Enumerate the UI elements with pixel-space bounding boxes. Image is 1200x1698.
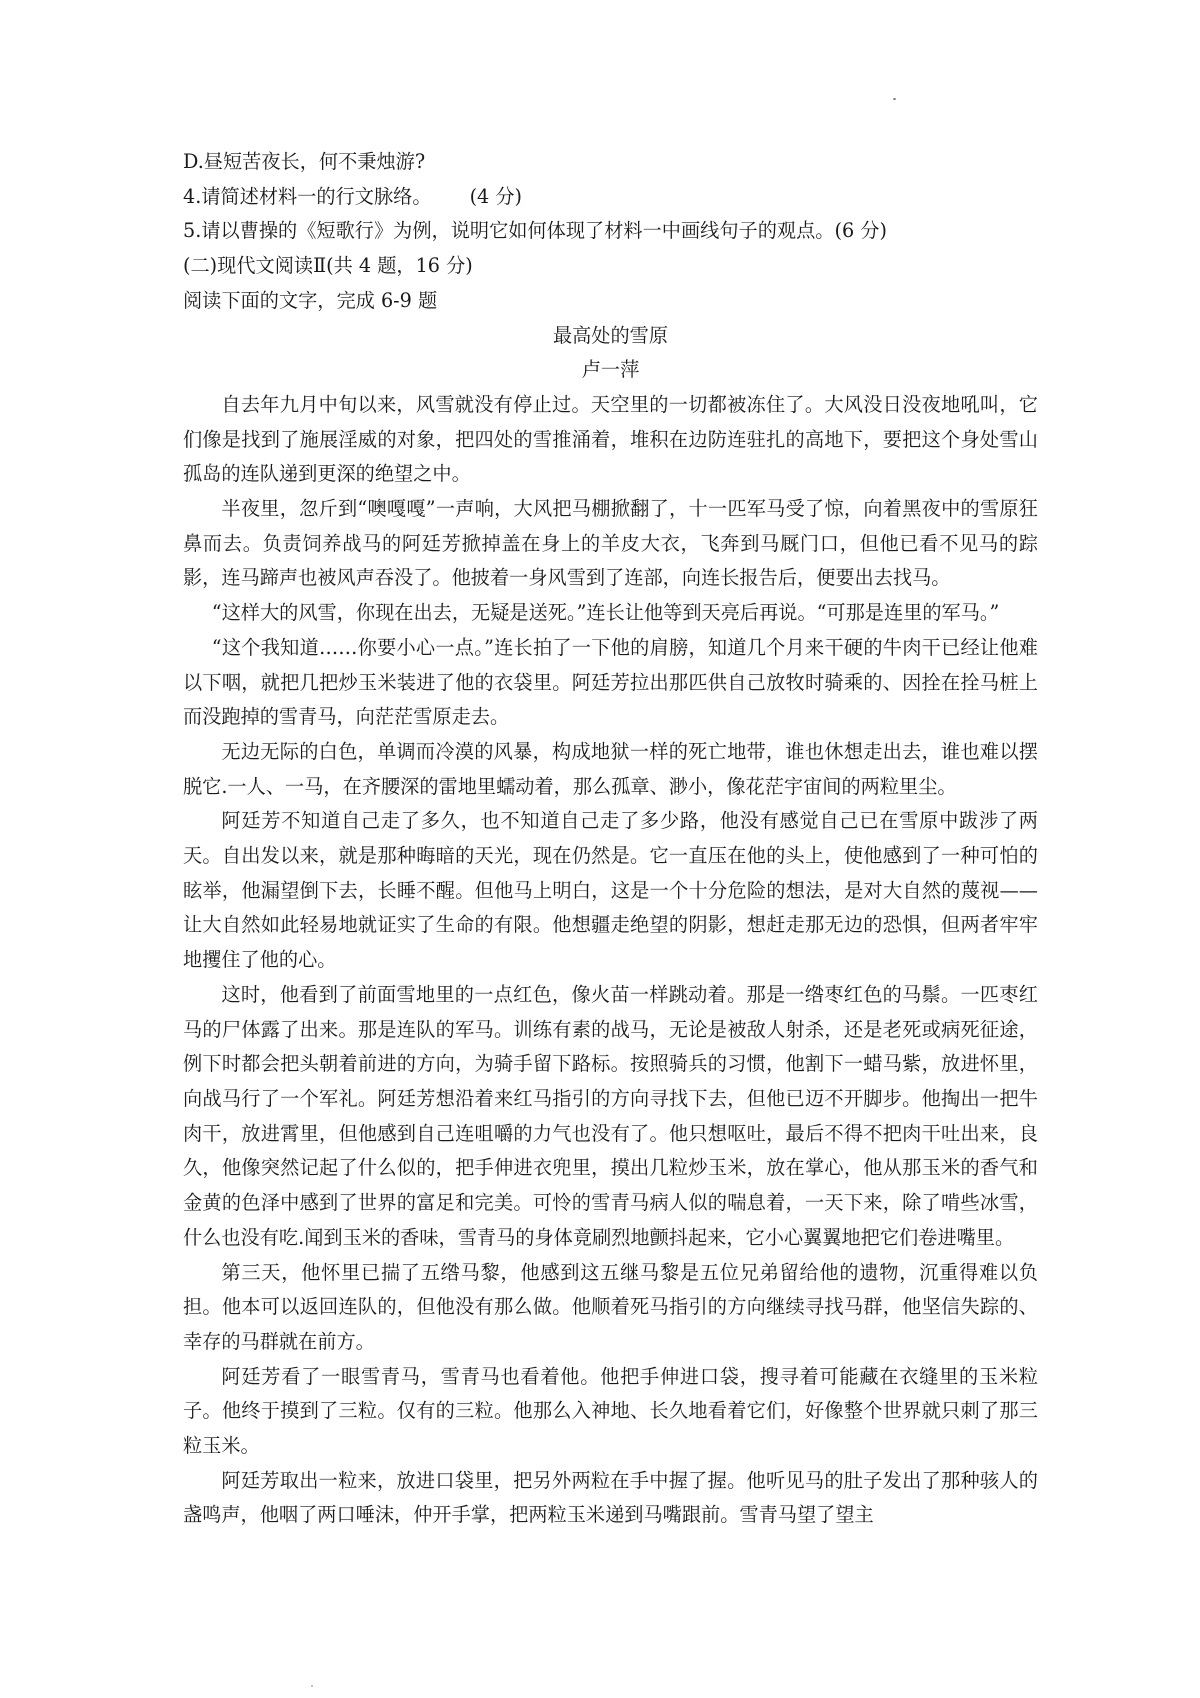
article-paragraph: 阿廷芳取出一粒来，放进口袋里，把另外两粒在手中握了握。他听见马的肚子发出了那种骇人的盏鸣声，他咽了两口唾沫，仲开手掌，把两粒玉米递到马嘴跟前。雪青马望了望主: [183, 1468, 1038, 1527]
scan-speck: [893, 98, 896, 100]
article-title: 最高处的雪原: [552, 323, 669, 347]
article-paragraph: 自去年九月中旬以来，风雪就没有停止过。天空里的一切都被冻住了。大风没日没夜地吼叫，它们像是找到了施展淫威的对象，把四处的雪推涌着，堆积在边防连驻扎的高地下，要把这个身处雪山孤岛的连队递到更深的绝望之中。: [183, 392, 1038, 486]
section-heading: (二)现代文阅读Ⅱ(共 4 题，16 分): [183, 254, 473, 278]
reading-instruction: 阅读下面的文字，完成 6-9 题: [183, 288, 438, 312]
question-5: 5.请以曹操的《短歌行》为例，说明它如何体现了材料一中画线句子的观点。(6 分): [183, 219, 887, 243]
article-paragraph: 阿廷芳不知道自己走了多久，也不知道自己走了多少路，他没有感觉自己已在雪原中跋涉了两天。自出发以来，就是那种晦暗的天光，现在仍然是。它一直压在他的头上，使他感到了一种可怕的眩举，他漏望倒下去，长睡不醒。但他马上明白，这是一个十分危险的想法，是对大自然的蔑视——让大自然如此轻易地就证实了生命的有限。他想疆走绝望的阴影，想赶走那无边的恐惧，但两者牢牢地攫住了他的心。: [183, 809, 1038, 972]
article-paragraph: 无边无际的白色，单调而冷漠的风暴，构成地狱一样的死亡地带，谁也休想走出去，谁也难以摆脱它.一人、一马，在齐腰深的雷地里蠕动着，那么孤章、渺小，像花茫宇宙间的两粒里尘。: [183, 739, 1038, 798]
scan-speck: [311, 1685, 313, 1687]
page-content: [183, 145, 1038, 1533]
article-paragraph: 阿廷芳看了一眼雪青马，雪青马也看着他。他把手伸进口袋，搜寻着可能藏在衣缝里的玉米粒子。他终于摸到了三粒。仅有的三粒。他那么入神地、长久地看着它们，好像整个世界就只刺了那三粒玉米。: [183, 1364, 1038, 1458]
question-4-text: 4.请简述材料一的行文脉络。: [183, 184, 432, 208]
option-d: D.昼短苦夜长，何不秉烛游?: [183, 150, 426, 173]
article-paragraph: 半夜里，忽斤到“噢嘎嘎”一声响，大风把马棚掀翻了，十一匹军马受了惊，向着黑夜中的雪原狂鼻而去。负责饲养战马的阿廷芳掀掉盖在身上的羊皮大衣，飞奔到马厩门口，但他已看不见马的踪影，连马蹄声也被风声吞没了。他披着一身风雪到了连部，向连长报告后，便要出去找马。: [183, 497, 1038, 590]
article-paragraph: 第三天，他怀里已揣了五绺马黎，他感到这五继马黎是五位兄弟留给他的遗物，沉重得难以负担。他本可以返回连队的，但他没有那么做。他顺着死马指引的方向继续寻找马群，他坚信失踪的、幸存的马群就在前方。: [183, 1260, 1038, 1353]
question-4: [183, 180, 1038, 215]
article-paragraph: 这时，他看到了前面雪地里的一点红色，像火苗一样跳动着。那是一绺枣红色的马鬃。一匹枣红马的尸体露了出来。那是连队的军马。训练有素的战马，无论是被敌人射杀，还是老死或病死征途，例下时都会把头朝着前进的方向，为骑手留下路标。按照骑兵的习惯，他割下一蜡马紫，放进怀里，向战马行了一个军礼。阿廷芳想沿着来红马指引的方向寻找下去，但他已迈不开脚步。他掏出一把牛肉干，放进霄里，但他感到自己连咀嚼的力气也没有了。他只想呕吐，最后不得不把肉干吐出来，良久，他像突然记起了什么似的，把手伸进衣兜里，摸出几粒炒玉米，放在掌心，他从那玉米的香气和金黄的色泽中感到了世界的富足和完美。可怜的雪青马病人似的喘息着，一天下来，除了啃些冰雪，什么也没有吃.闻到玉米的香味，雪青马的身体竟刷烈地颤抖起来，它小心翼翼地把它们卷进嘴里。: [183, 982, 1038, 1249]
article-paragraph: “这个我知道……你要小心一点。”连长拍了一下他的肩膀，知道几个月来干硬的牛肉干已经让他难以下咽，就把几把炒玉米装进了他的衣袋里。阿廷芳拉出那匹供自己放牧时骑乘的、因拴在拴马桩上而没跑掉的雪青马，向茫茫雪原走去。: [183, 635, 1038, 729]
article-author: 卢一萍: [581, 358, 640, 382]
article-paragraph: “这样大的风雪，你现在出去，无疑是送死。”连长让他等到天亮后再说。“可那是连里的军马。”: [211, 601, 1000, 625]
question-4-score: (4 分): [469, 184, 523, 208]
